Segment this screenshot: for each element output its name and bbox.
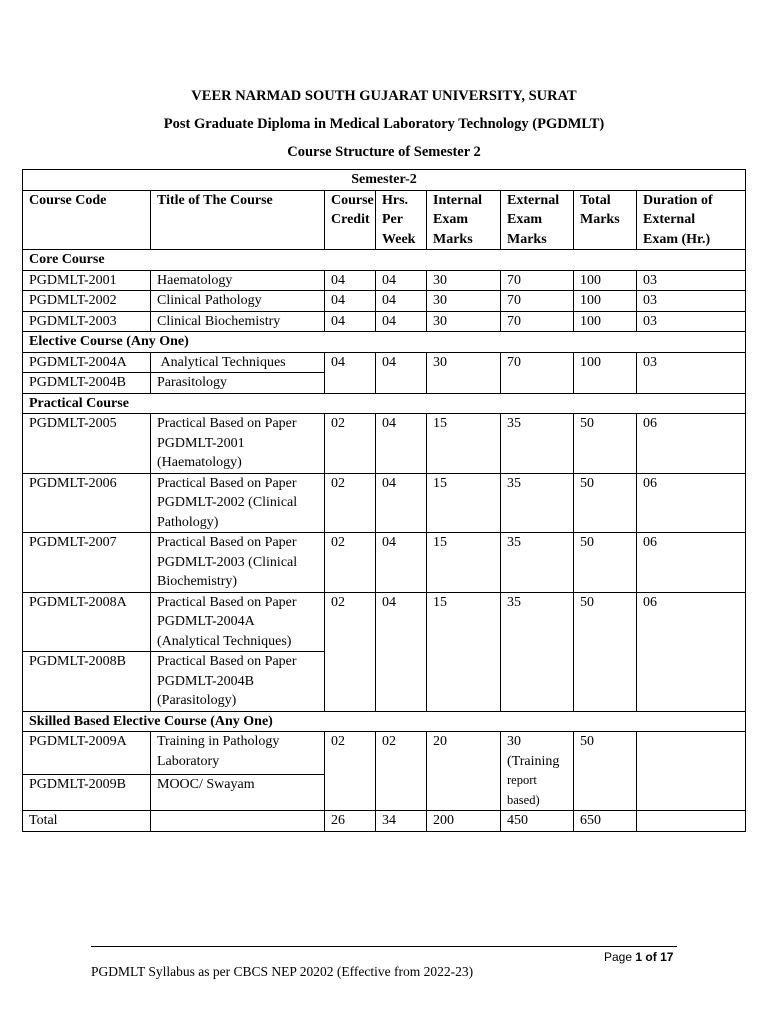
col-header-line: Marks [507,231,547,247]
cell-total: 50 [574,473,637,533]
cell-internal: 20 [427,732,501,811]
table-row [23,592,746,652]
col-header-line: Exam [507,212,542,227]
cell-internal: 15 [427,473,501,533]
col-header-line: Internal [433,192,482,208]
table-row [23,270,746,291]
cell-total: 100 [574,352,637,393]
cell-hours: 04 [376,352,427,393]
footer-divider [91,946,677,947]
cell-title [151,352,325,373]
col-header-line: Credit [331,212,370,227]
section-row [23,711,746,732]
cell-external: 70 [501,352,574,393]
cell-title-text: Analytical Techniques [160,354,286,370]
col-header-line: Week [382,231,416,247]
col-header-line: External [507,192,560,208]
cell-internal: 30 [427,291,501,312]
cell-title: Haematology [151,270,325,291]
col-course-credit [325,190,376,250]
table-row [23,732,746,775]
cell-duration: 06 [637,473,746,533]
title-line: Pathology) [157,514,219,530]
cell-hours: 04 [376,270,427,291]
title-line: (Parasitology) [157,693,237,708]
cell-title [151,592,325,652]
col-total-marks [574,190,637,250]
cell-credit: 02 [325,592,376,711]
title-line: Laboratory [157,753,220,769]
col-header-line: Duration of [643,192,713,208]
cell-credit: 04 [325,352,376,393]
cell-hours: 02 [376,732,427,811]
cell-external: 35 [501,473,574,533]
cell-duration: 03 [637,270,746,291]
table-row [23,414,746,474]
cell-code: PGDMLT-2006 [23,473,151,533]
cell-duration: 03 [637,311,746,332]
cell-external [501,732,574,811]
cell-external: 35 [501,414,574,474]
title-line: Practical Based on Paper [157,416,297,431]
cell-hours: 04 [376,311,427,332]
section-row [23,250,746,271]
program-title: Post Graduate Diploma in Medical Laboratory Technology (PGDMLT) [163,116,605,132]
cell-total: 50 [574,414,637,474]
table-row [23,473,746,533]
col-header-line: Exam (Hr.) [643,231,711,247]
cell-credit: 26 [325,811,376,832]
cell-code: PGDMLT-2009A [23,732,151,775]
cell-internal: 15 [427,414,501,474]
cell-title [151,533,325,593]
cell-duration: 06 [637,533,746,593]
cell-hours: 04 [376,592,427,711]
col-header-line: Marks [580,212,620,227]
col-header-line: Marks [433,231,473,247]
page-number [604,950,673,964]
section-skilled-elective: Skilled Based Elective Course (Any One) [23,711,746,732]
external-line: report [507,773,537,787]
cell-credit: 04 [325,311,376,332]
page-current: 1 [635,950,643,964]
cell-code: PGDMLT-2004B [23,373,151,394]
cell-total-label: Total [23,811,151,832]
col-internal-marks [427,190,501,250]
cell-external: 70 [501,270,574,291]
cell-title [151,811,325,832]
cell-hours: 04 [376,533,427,593]
cell-duration: 03 [637,291,746,312]
title-line: (Haematology) [157,455,242,470]
semester-label: Semester-2 [23,170,746,191]
cell-hours: 04 [376,291,427,312]
title-line: Biochemistry) [157,574,238,589]
cell-duration: 03 [637,352,746,393]
table-row [23,352,746,373]
title-line: Training in Pathology [157,734,280,749]
cell-internal: 30 [427,311,501,332]
cell-title [151,473,325,533]
cell-internal: 200 [427,811,501,832]
cell-internal: 30 [427,270,501,291]
cell-code: PGDMLT-2008B [23,652,151,712]
title-line: (Analytical Techniques) [157,633,292,649]
cell-credit: 02 [325,473,376,533]
col-header-line: Hrs. [382,192,409,208]
cell-total: 650 [574,811,637,832]
section-core-course: Core Course [23,250,746,271]
cell-hours: 34 [376,811,427,832]
cell-total: 100 [574,311,637,332]
col-course-title: Title of The Course [151,190,325,250]
col-exam-duration [637,190,746,250]
university-title: VEER NARMAD SOUTH GUJARAT UNIVERSITY, SURAT [191,88,577,104]
external-line: based) [507,792,540,807]
cell-external: 450 [501,811,574,832]
table-row [23,533,746,593]
external-line: 30 [507,734,521,749]
col-external-marks [501,190,574,250]
cell-duration: 06 [637,414,746,474]
total-row [23,811,746,832]
cell-title [151,652,325,712]
col-header-line: Total [580,192,611,208]
col-header-line: Course [331,192,374,208]
cell-title [151,732,325,775]
cell-credit: 02 [325,414,376,474]
cell-duration [637,732,746,811]
title-line: PGDMLT-2003 (Clinical [157,554,298,570]
cell-duration [637,811,746,832]
cell-total: 50 [574,592,637,711]
external-line: (Training [507,753,560,769]
section-elective-course: Elective Course (Any One) [23,332,746,353]
cell-external: 70 [501,291,574,312]
cell-external: 35 [501,533,574,593]
col-header-line: Per [382,212,403,227]
cell-code: PGDMLT-2002 [23,291,151,312]
title-line: PGDMLT-2004A [157,614,255,629]
section-practical-course: Practical Course [23,393,746,414]
cell-external: 35 [501,592,574,711]
cell-title: MOOC/ Swayam [151,775,325,811]
cell-code: PGDMLT-2003 [23,311,151,332]
course-structure-table [22,169,746,832]
cell-title: Clinical Biochemistry [151,311,325,332]
title-line: PGDMLT-2004B [157,673,254,689]
cell-credit: 04 [325,291,376,312]
title-line: PGDMLT-2001 [157,435,245,451]
cell-internal: 15 [427,592,501,711]
cell-code: PGDMLT-2001 [23,270,151,291]
cell-external: 70 [501,311,574,332]
col-course-code: Course Code [23,190,151,250]
title-line: Practical Based on Paper [157,535,297,550]
cell-code: PGDMLT-2007 [23,533,151,593]
cell-total: 50 [574,533,637,593]
col-header-line: External [643,212,696,227]
cell-duration: 06 [637,592,746,711]
cell-title: Clinical Pathology [151,291,325,312]
cell-code: PGDMLT-2008A [23,592,151,652]
col-header-line: Exam [433,212,468,227]
cell-code: PGDMLT-2004A [23,352,151,373]
cell-internal: 30 [427,352,501,393]
cell-credit: 04 [325,270,376,291]
table-row [23,291,746,312]
cell-total: 100 [574,270,637,291]
title-line: PGDMLT-2002 (Clinical [157,495,298,510]
cell-code: PGDMLT-2009B [23,775,151,811]
cell-total: 50 [574,732,637,811]
cell-title [151,414,325,474]
cell-credit: 02 [325,732,376,811]
section-row [23,332,746,353]
structure-title: Course Structure of Semester 2 [287,144,481,160]
cell-total: 100 [574,291,637,312]
page-total: of 17 [645,950,674,964]
title-line: Practical Based on Paper [157,654,297,669]
title-line: Practical Based on Paper [157,475,297,491]
cell-code: PGDMLT-2005 [23,414,151,474]
section-row [23,393,746,414]
col-hours-per-week [376,190,427,250]
table-header-row [23,190,746,250]
page-label: Page [604,950,633,964]
footer-note: PGDMLT Syllabus as per CBCS NEP 20202 (Effective from 2022-23) [91,964,474,979]
cell-credit: 02 [325,533,376,593]
cell-title: Parasitology [151,373,325,394]
table-row [23,311,746,332]
cell-internal: 15 [427,533,501,593]
title-line: Practical Based on Paper [157,594,297,610]
semester-row [23,170,746,191]
cell-hours: 04 [376,414,427,474]
cell-hours: 04 [376,473,427,533]
